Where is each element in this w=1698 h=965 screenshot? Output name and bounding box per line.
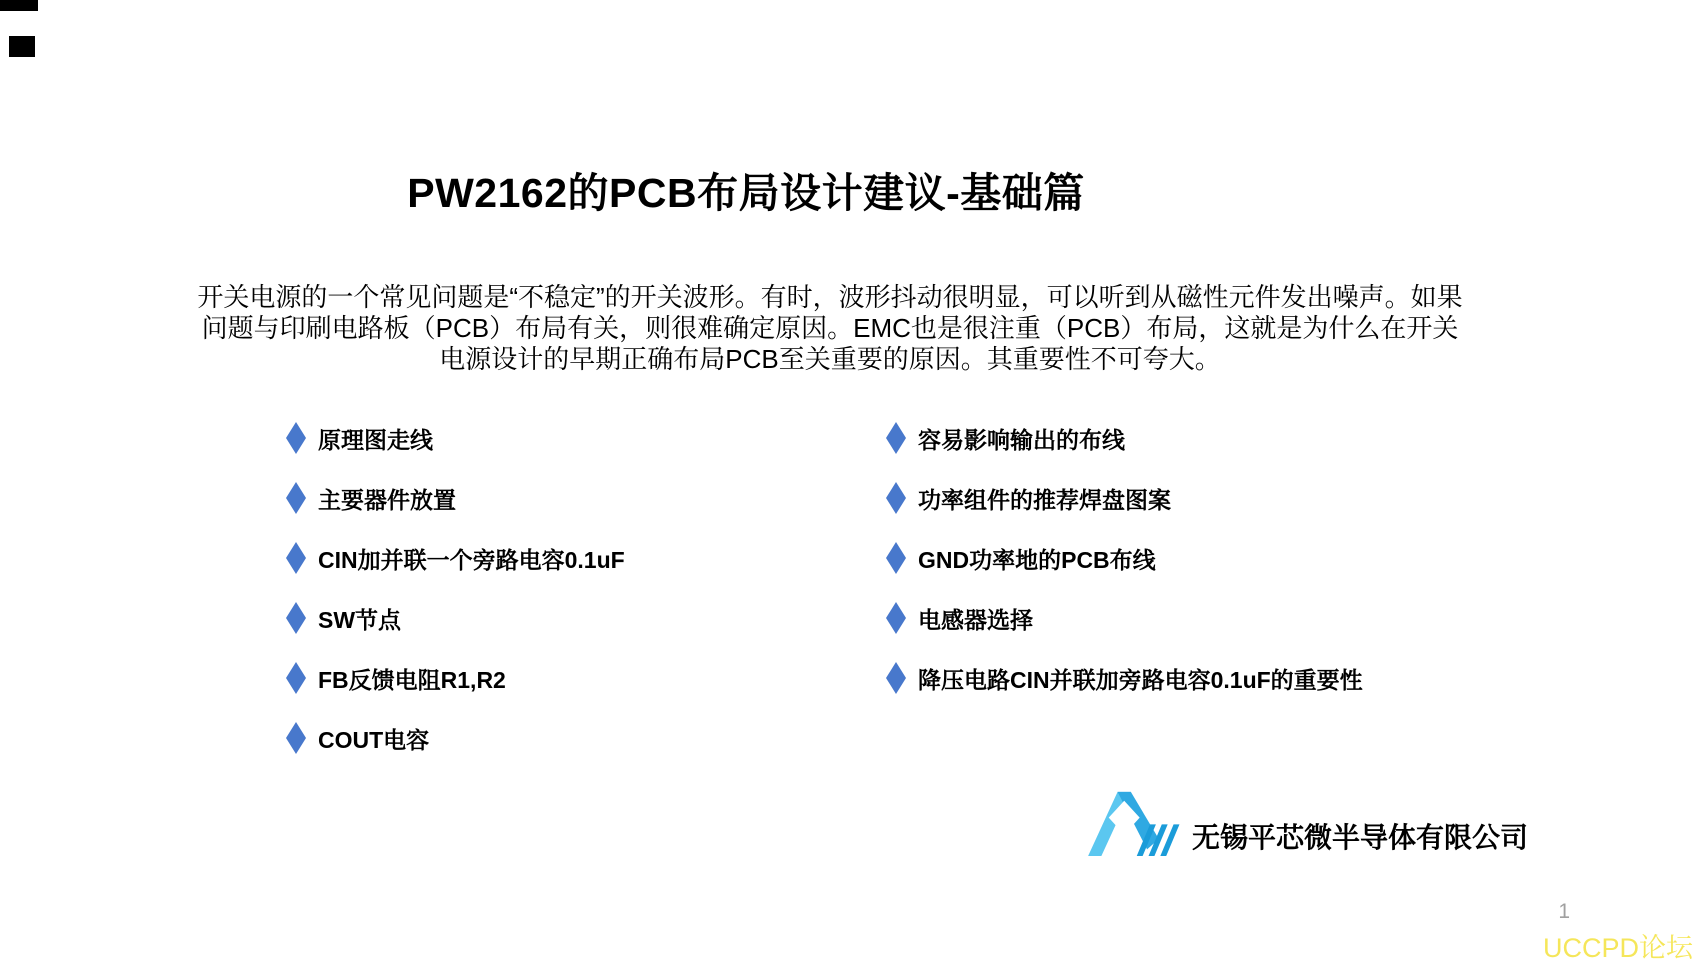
bullet-item bbox=[886, 540, 1156, 576]
company-name: 无锡平芯微半导体有限公司 bbox=[1192, 822, 1529, 853]
bullet-label: FB反馈电阻R1,R2 bbox=[318, 666, 506, 693]
diamond-bullet-icon bbox=[886, 542, 906, 574]
diamond-bullet-icon bbox=[286, 722, 306, 754]
bullet-item bbox=[286, 660, 506, 696]
diamond-bullet-icon bbox=[286, 602, 306, 634]
bullet-item bbox=[886, 660, 1363, 696]
screen-artifact-square bbox=[9, 36, 35, 57]
bullet-item bbox=[286, 420, 433, 456]
bullet-item bbox=[286, 480, 456, 516]
bullet-item bbox=[886, 420, 1125, 456]
bullet-label: COUT电容 bbox=[318, 726, 430, 753]
bullet-item bbox=[886, 480, 1171, 516]
diamond-bullet-icon bbox=[886, 422, 906, 454]
diamond-bullet-icon bbox=[286, 542, 306, 574]
bullet-item bbox=[286, 600, 401, 636]
intro-paragraph: 开关电源的一个常见问题是“不稳定”的开关波形。有时，波形抖动很明显，可以听到从磁性元件发出噪声。如果问题与印刷电路板（PCB）布局有关，则很难确定原因。EMC也是很注重（PCB）布局，这就是为什么在开关电源设计的早期正确布局PCB至关重要的原因。其重要性不可夸大。 bbox=[197, 282, 1463, 374]
bullet-item bbox=[886, 600, 1033, 636]
bullet-item bbox=[286, 540, 625, 576]
diamond-bullet-icon bbox=[286, 482, 306, 514]
diamond-bullet-icon bbox=[886, 482, 906, 514]
page-number: 1 bbox=[1558, 900, 1570, 923]
screen-artifact-bar bbox=[0, 0, 38, 11]
diamond-bullet-icon bbox=[286, 422, 306, 454]
bullet-label: 主要器件放置 bbox=[318, 486, 456, 513]
bullet-label: GND功率地的PCB布线 bbox=[918, 546, 1156, 573]
diamond-bullet-icon bbox=[886, 662, 906, 694]
bullet-label: SW节点 bbox=[318, 606, 402, 633]
diamond-bullet-icon bbox=[286, 662, 306, 694]
diamond-bullet-icon bbox=[886, 602, 906, 634]
bullet-item bbox=[286, 720, 429, 756]
bullet-label: CIN加并联一个旁路电容0.1uF bbox=[318, 546, 625, 573]
bullet-label: 功率组件的推荐焊盘图案 bbox=[918, 486, 1171, 513]
bullet-label: 原理图走线 bbox=[318, 426, 433, 453]
bullet-label: 降压电路CIN并联加旁路电容0.1uF的重要性 bbox=[918, 666, 1363, 693]
slide-title: PW2162的PCB布局设计建议-基础篇 bbox=[407, 170, 1085, 216]
bullet-label: 电感器选择 bbox=[918, 606, 1033, 633]
bullet-label: 容易影响输出的布线 bbox=[918, 426, 1125, 453]
forum-watermark: UCCPD论坛 bbox=[1542, 933, 1693, 963]
company-logo-icon bbox=[1088, 786, 1184, 856]
